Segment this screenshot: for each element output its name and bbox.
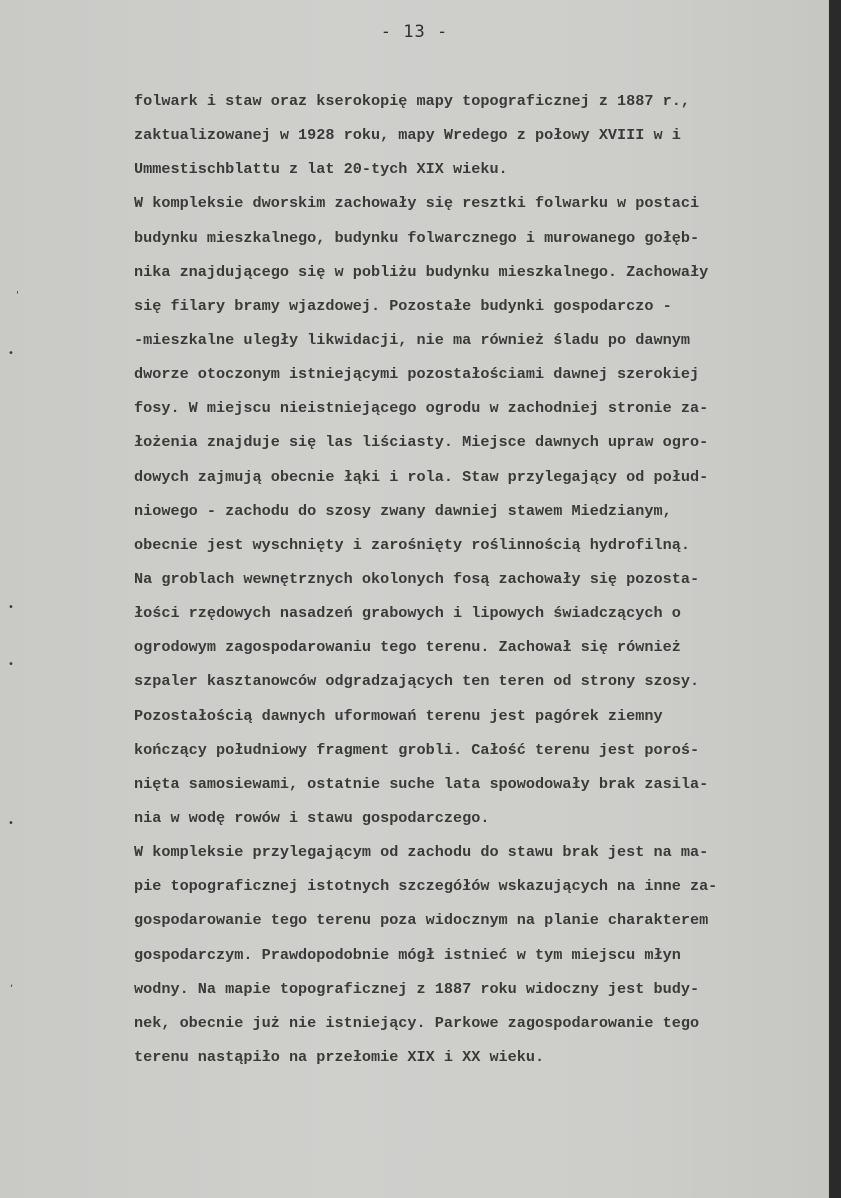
margin-mark: ' <box>16 290 19 301</box>
text-line: nięta samosiewami, ostatnie suche lata spowodowały brak zasila- <box>134 774 709 793</box>
text-line: W kompleksie dworskim zachowały się resztki folwarku w postaci <box>134 194 700 213</box>
text-line: nika znajdującego się w pobliżu budynku mieszkalnego. Zachowały <box>134 262 709 281</box>
text-line: dowych zajmują obecnie łąki i rola. Staw przylegający od połud- <box>134 467 709 486</box>
text-line: wodny. Na mapie topograficznej z 1887 roku widoczny jest budy- <box>134 979 700 998</box>
margin-mark: , <box>10 978 14 989</box>
text-line: łożenia znajduje się las liściasty. Miejsce dawnych upraw ogro- <box>134 433 709 452</box>
text-line: terenu nastąpiło na przełomie XIX i XX wieku. <box>134 1047 545 1066</box>
text-line: zaktualizowanej w 1928 roku, mapy Wredego z połowy XVIII w i <box>134 126 681 145</box>
text-line: folwark i staw oraz kserokopię mapy topograficznej z 1887 r., <box>134 92 690 110</box>
text-line: nia w wodę rowów i stawu gospodarczego. <box>134 808 490 827</box>
text-line: Pozostałością dawnych uformowań terenu jest pagórek ziemny <box>134 706 663 725</box>
text-line: gospodarczym. Prawdopodobnie mógł istnieć w tym miejscu młyn <box>134 945 681 964</box>
margin-dot: • <box>8 659 14 670</box>
margin-dot: • <box>8 348 14 359</box>
text-line: ogrodowym zagospodarowaniu tego terenu. Zachował się również <box>134 638 681 657</box>
text-line: Ummestischblattu z lat 20-tych XIX wieku. <box>134 160 508 179</box>
text-line: W kompleksie przylegającym od zachodu do stawu brak jest na ma- <box>134 843 709 862</box>
text-line: fosy. W miejscu nieistniejącego ogrodu w zachodniej stronie za- <box>134 399 709 418</box>
text-line: Na groblach wewnętrznych okolonych fosą zachowały się pozosta- <box>134 569 700 588</box>
paper-edge-shadow <box>827 0 841 1198</box>
text-line: szpaler kasztanowców odgradzających ten teren od strony szosy. <box>134 672 700 691</box>
text-line: gospodarowanie tego terenu poza widocznym na planie charakterem <box>134 911 709 930</box>
page-number: - 13 - <box>380 22 449 42</box>
text-line: nek, obecnie już nie istniejący. Parkowe zagospodarowanie tego <box>134 1013 700 1032</box>
text-line: dworze otoczonym istniejącymi pozostałościami dawnej szerokiej <box>134 365 700 384</box>
text-line: się filary bramy wjazdowej. Pozostałe budynki gospodarczo - <box>134 296 672 315</box>
text-line: łości rzędowych nasadzeń grabowych i lipowych świadczących o <box>134 604 681 623</box>
text-line: niowego - zachodu do szosy zwany dawniej stawem Miedzianym, <box>134 501 672 520</box>
text-line: -mieszkalne uległy likwidacji, nie ma również śladu po dawnym <box>134 330 690 349</box>
text-line: budynku mieszkalnego, budynku folwarcznego i murowanego gołęb- <box>134 228 700 247</box>
margin-dot: • <box>8 818 14 829</box>
text-line: pie topograficznej istotnych szczegółów wskazujących na inne za- <box>134 877 718 896</box>
text-line: obecnie jest wyschnięty i zarośnięty roślinnością hydrofilną. <box>134 535 690 554</box>
margin-dot: • <box>8 602 14 613</box>
body-text <box>134 84 796 1074</box>
text-line: kończący południowy fragment grobli. Całość terenu jest poroś- <box>134 740 700 759</box>
